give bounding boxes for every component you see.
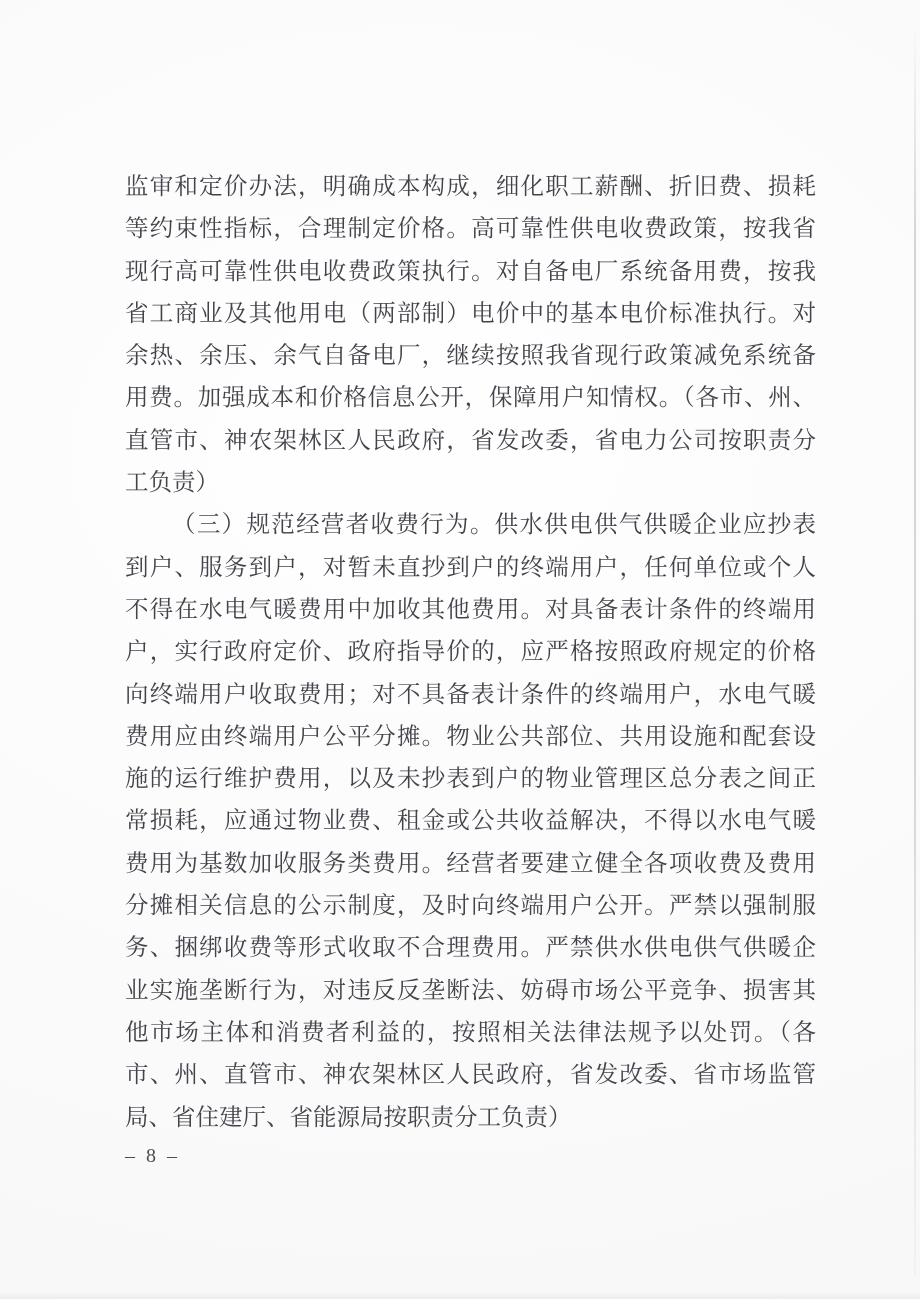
text-line: 他市场主体和消费者利益的，按照相关法律法规予以处罚。（各 [125,1019,816,1046]
text-line: 不得在水电气暖费用中加收其他费用。对具备表计条件的终端用 [125,596,816,623]
text-line: 工负责） [125,470,219,497]
text-line: 业实施垄断行为，对违反反垄断法、妨碍市场公平竞争、损害其 [125,977,816,1004]
page-number: – 8 – [125,1145,180,1167]
text-line: 等约束性指标，合理制定价格。高可靠性供电收费政策，按我省 [125,216,816,243]
text-line: 向终端用户收取费用；对不具备表计条件的终端用户，水电气暖 [125,681,816,708]
scan-edge-artifact [914,20,916,1275]
text-line: 到户、服务到户，对暂未直抄到户的终端用户，任何单位或个人 [125,554,816,581]
page-body-text [125,166,816,1139]
scan-bottom-shadow [0,1291,920,1299]
paragraph-continuation [125,166,816,504]
text-line: 施的运行维护费用，以及未抄表到户的物业管理区总分表之间正 [125,766,816,793]
text-line: 监审和定价办法，明确成本构成，细化职工薪酬、折旧费、损耗 [125,174,816,200]
text-line: 市、州、直管市、神农架林区人民政府，省发改委、省市场监管 [125,1062,816,1089]
text-line: 用费。加强成本和价格信息公开，保障用户知情权。（各市、州、 [125,385,816,412]
text-line: 局、省住建厅、省能源局按职责分工负责） [125,1104,572,1131]
text-line: 务、捆绑收费等形式收取不合理费用。严禁供水供电供气供暖企 [125,935,816,962]
text-line: 费用应由终端用户公平分摊。物业公共部位、共用设施和配套设 [125,723,816,750]
text-line: 现行高可靠性供电收费政策执行。对自备电厂系统备用费，按我 [125,258,816,285]
paragraph-section-3 [125,504,816,1138]
text-line: 余热、余压、余气自备电厂，继续按照我省现行政策减免系统备 [125,343,816,370]
text-line: 省工商业及其他用电（两部制）电价中的基本电价标准执行。对 [125,300,816,327]
text-line: 户，实行政府定价、政府指导价的，应严格按照政府规定的价格 [125,639,816,666]
text-line: 直管市、神农架林区人民政府，省发改委，省电力公司按职责分 [125,427,816,454]
text-line: 分摊相关信息的公示制度，及时向终端用户公开。严禁以强制服 [125,893,816,920]
text-line: 费用为基数加收服务类费用。经营者要建立健全各项收费及费用 [125,850,816,877]
text-line: 常损耗，应通过物业费、租金或公共收益解决，不得以水电气暖 [125,808,816,835]
text-line: （三）规范经营者收费行为。供水供电供气供暖企业应抄表 [172,512,816,539]
